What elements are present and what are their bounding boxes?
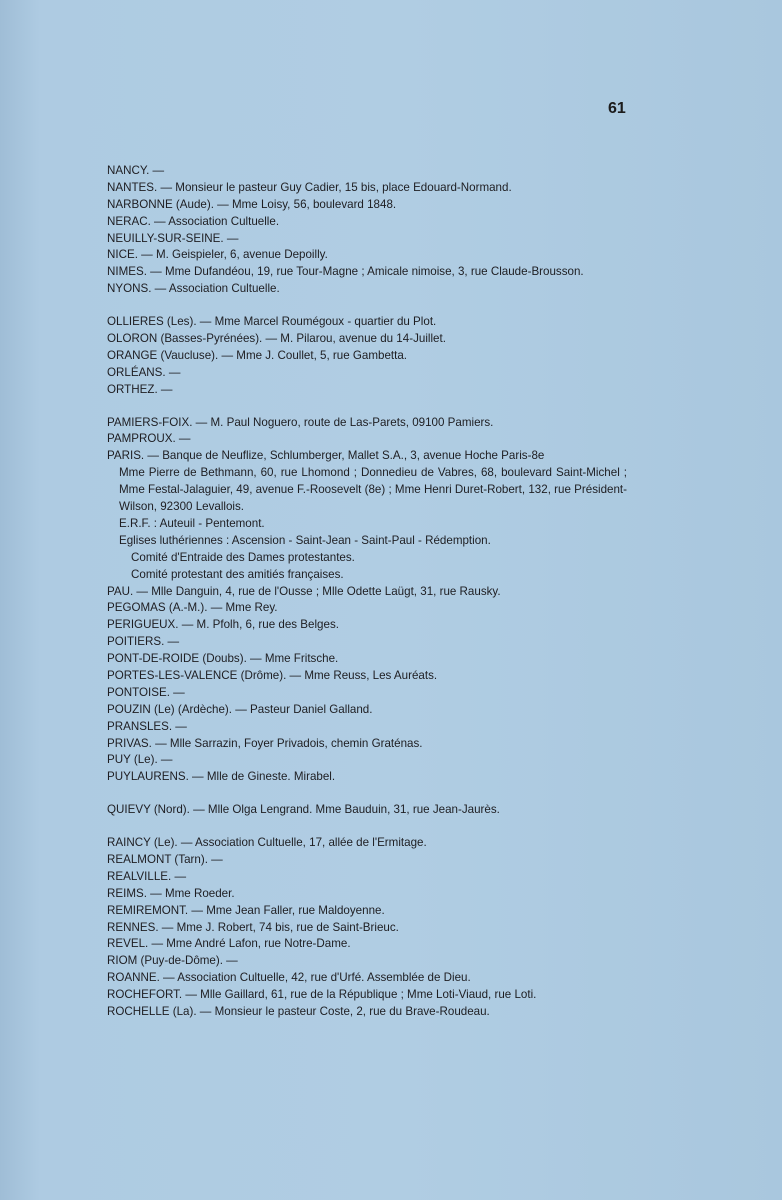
entry-roanne: ROANNE. — Association Cultuelle, 42, rue d'Urfé. Assemblée de Dieu.: [107, 971, 471, 985]
group-spacer: [107, 298, 627, 314]
entry-orleans: ORLÉANS. —: [107, 365, 181, 379]
entry-puylaurens: PUYLAURENS. — Mlle de Gineste. Mirabel.: [107, 770, 336, 784]
entry-nancy: NANCY. —: [107, 164, 165, 177]
entry-rennes: RENNES. — Mme J. Robert, 74 bis, rue de Saint-Brieuc.: [107, 920, 399, 934]
entry-remiremont: REMIREMONT. — Mme Jean Faller, rue Maldoyenne.: [107, 903, 385, 917]
entry-revel: REVEL. — Mme André Lafon, rue Notre-Dame.: [107, 937, 351, 951]
entry-pouzin: POUZIN (Le) (Ardèche). — Pasteur Daniel Galland.: [107, 702, 373, 716]
group-spacer: [107, 819, 627, 835]
group-n: [107, 163, 627, 298]
entry-perigueux: PERIGUEUX. — M. Pfolh, 6, rue des Belges.: [107, 618, 339, 632]
entry-pontoise: PONTOISE. —: [107, 685, 185, 699]
entry-pau: PAU. — Mlle Danguin, 4, rue de l'Ousse ; Mlle Odette Laügt, 31, rue Rausky.: [107, 584, 501, 598]
entry-nyons: NYONS. — Association Cultuelle.: [107, 282, 280, 296]
entry-pransles: PRANSLES. —: [107, 719, 187, 733]
entry-portes-les-valence: PORTES-LES-VALENCE (Drôme). — Mme Reuss, Les Auréats.: [107, 668, 438, 682]
entry-realmont: REALMONT (Tarn). —: [107, 853, 223, 866]
entry-pegomas: PEGOMAS (A.-M.). — Mme Rey.: [107, 601, 278, 615]
page-number: 61: [608, 100, 626, 117]
entry-riom: RIOM (Puy-de-Dôme). —: [107, 954, 238, 968]
entry-paris: PARIS. — Banque de Neuflize, Schlumberger, Mallet S.A., 3, avenue Hoche Paris-8e: [107, 449, 545, 463]
entry-poitiers: POITIERS. —: [107, 635, 180, 649]
entry-quievy: QUIEVY (Nord). — Mlle Olga Lengrand. Mme Bauduin, 31, rue Jean-Jaurès.: [107, 803, 500, 817]
entry-nice: NICE. — M. Geispieler, 6, avenue Depoilly.: [107, 248, 328, 262]
entry-nantes: NANTES. — Monsieur le pasteur Guy Cadier, 15 bis, place Edouard-Normand.: [107, 180, 512, 194]
group-spacer: [107, 399, 627, 415]
group-p: [107, 415, 627, 787]
entry-reims: REIMS. — Mme Roeder.: [107, 886, 235, 900]
entry-pamiers-foix: PAMIERS-FOIX. — M. Paul Noguero, route de Las-Parets, 09100 Pamiers.: [107, 415, 494, 429]
entry-narbonne: NARBONNE (Aude). — Mme Loisy, 56, boulevard 1848.: [107, 197, 397, 211]
group-r: [107, 835, 627, 1021]
entry-raincy: RAINCY (Le). — Association Cultuelle, 17, allée de l'Ermitage.: [107, 836, 427, 850]
entry-orange: ORANGE (Vaucluse). — Mme J. Coullet, 5, rue Gambetta.: [107, 348, 408, 362]
entry-orthez: ORTHEZ. —: [107, 382, 173, 396]
entry-paris-erf: E.R.F. : Auteuil - Pentemont.: [119, 516, 265, 530]
group-q: [107, 802, 627, 819]
group-spacer: [107, 786, 627, 802]
entry-privas: PRIVAS. — Mlle Sarrazin, Foyer Privadois, chemin Graténas.: [107, 736, 423, 750]
entry-neuilly: NEUILLY-SUR-SEINE. —: [107, 231, 239, 245]
entry-paris-comite-entraide: Comité d'Entraide des Dames protestantes.: [131, 550, 355, 564]
entry-paris-eglises: Eglises luthériennes : Ascension - Saint-Jean - Saint-Paul - Rédemption.: [119, 533, 491, 547]
entry-ollieres: OLLIERES (Les). — Mme Marcel Roumégoux - quartier du Plot.: [107, 315, 437, 329]
group-o: [107, 314, 627, 398]
entry-rochelle: ROCHELLE (La). — Monsieur le pasteur Coste, 2, rue du Brave-Roudeau.: [107, 1005, 490, 1019]
entry-oloron: OLORON (Basses-Pyrénées). — M. Pilarou, avenue du 14-Juillet.: [107, 332, 446, 346]
entry-nimes: NIMES. — Mme Dufandéou, 19, rue Tour-Magne ; Amicale nimoise, 3, rue Claude-Brousson.: [107, 265, 584, 279]
entry-paris-continuation: Mme Pierre de Bethmann, 60, rue Lhomond ; Donnedieu de Vabres, 68, boulevard Saint-Michel ; Mme Festal-Jalaguier, 49, avenue F.-Roosevelt (8e) ; Mme Henri Duret-Robert, 132, rue Président-Wilson, 92300 Levallois.: [119, 466, 627, 514]
entry-realville: REALVILLE. —: [107, 869, 187, 883]
entry-pont-de-roide: PONT-DE-ROIDE (Doubs). — Mme Fritsche.: [107, 652, 339, 666]
entry-paris-comite-amities: Comité protestant des amitiés françaises.: [131, 567, 344, 581]
entry-nerac: NERAC. — Association Cultuelle.: [107, 214, 280, 228]
entry-pamproux: PAMPROUX. —: [107, 432, 191, 446]
directory-listing: [107, 163, 627, 1021]
entry-rochefort: ROCHEFORT. — Mlle Gaillard, 61, rue de la République ; Mme Loti-Viaud, rue Loti.: [107, 988, 537, 1002]
entry-puy: PUY (Le). —: [107, 753, 173, 767]
